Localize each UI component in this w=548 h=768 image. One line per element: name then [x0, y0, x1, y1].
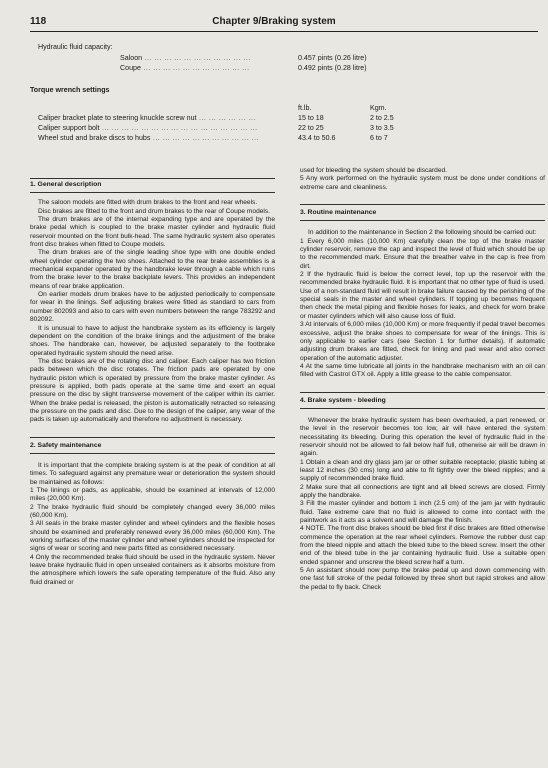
paragraph: 2 If the hydraulic fluid is below the correct level, top up the reservoir with the recommended brake hydraulic fluid. It is important that no other type of fluid is used. Use of a non-standard fluid will result in brake failure caused by the perishing of the special seals in the master and wheel cylinders. If topping up becomes frequent then check the metal piping and flexible hoses for leaks, and check for worn brake or master cylinders which will also cause loss of fluid. — [300, 271, 545, 320]
torque-kgm: 6 to 7 — [370, 134, 388, 142]
torque-col-kgm: Kgm. — [370, 104, 387, 112]
torque-ftlb: 15 to 18 — [298, 114, 324, 122]
paragraph: 3 At intervals of 6,000 miles (10,000 Km) or more frequently if pedal travel becomes excessive, adjust the brake shoes to compensate for wear of the linings. This is only applicable to earlier cars (see Section 1 for further details). If automatic adjusting drum brakes are fitted, check for lining and pad wear and also correct operation of the automatic adjuster. — [300, 321, 545, 362]
paragraph: 2 Make sure that all connections are tight and all bleed screws are closed. Firmly apply the handbrake. — [300, 483, 545, 499]
paragraph: It is important that the complete braking system is at the peak of condition at all times. To safeguard against any premature wear or deterioration the system should be maintained as follows: — [30, 461, 275, 486]
paragraph: 4 NOTE. The front disc brakes should be bled first if disc brakes are fitted otherwise commence the operation at the rear wheel cylinders. Remove the rubber dust cap from the bleed nipple and attach the bleed tube to the bleed screw. Insert the other end of the bleed tube in the jar containing hydraulic fluid. Use a suitable open ended spanner and unscrew the bleed screw half a turn. — [300, 525, 545, 566]
fluid-label: Coupe — [120, 64, 141, 72]
left-column — [30, 178, 275, 587]
torque-ftlb: 22 to 25 — [298, 124, 324, 132]
paragraph: Disc brakes are fitted to the front and drum brakes to the rear of Coupe models. — [38, 207, 270, 215]
paragraph: used for bleeding the system should be discarded. — [300, 167, 447, 174]
fluid-value-saloon: 0.457 pints (0.26 litre) — [298, 54, 367, 62]
paragraph: The disc brakes are of the rotating disc and caliper. Each caliper has two friction pads between which the disc rotates. The friction pads are operated by one hydraulic piston which is operated by pressure from the brake master cylinder. As pressure is applied, both pads operate at the same time and exert an equal pressure on the disc by slight transverse movement of the caliper within its carrier. When the brake pedal is released, the piston is automatically retracted so releasing the pressure on the pads and disc. Due to the design of the caliper, any wear of the pads is taken up automatically and therefore no adjustment is necessary. — [30, 357, 275, 424]
fluid-row-coupe: Coupe ... ... ... ... ... ... ... ... ... ... ... — [120, 64, 250, 72]
fluid-capacity-title: Hydraulic fluid capacity: — [38, 43, 113, 51]
fluid-row-saloon: Saloon ... ... ... ... ... ... ... ... ... ... ... — [120, 54, 251, 62]
paragraph: In addition to the maintenance in Section 2 the following should be carried out: — [308, 229, 537, 237]
chapter-title: Chapter 9/Braking system — [212, 16, 336, 27]
paragraph: 4 Only the recommended brake fluid should be used in the hydraulic system. Never leave brake hydraulic fluid in open unsealed containers as it absorbs moisture from the atmosphere which lowers the safe operating temperature of the fluid. Also any fluid drained or — [30, 553, 275, 586]
torque-col-ftlb: ft.lb. — [298, 104, 312, 112]
paragraph: 2 The brake hydraulic fluid should be completely changed every 36,000 miles (60,000 Km). — [30, 503, 275, 520]
paragraph: 5 Any work performed on the hydraulic system must be done under conditions of extreme care and cleanliness. — [300, 175, 545, 191]
section-heading-safety-maintenance: 2. Safety maintenance — [30, 437, 275, 454]
section-heading-general-description: 1. General description — [30, 178, 275, 193]
fluid-label: Saloon — [120, 54, 143, 62]
paragraph: It is unusual to have to adjust the handbrake system as its efficiency is largely dependent on the condition of the brake linings and the adjustment of the brake shoes. The handbrake can, however, be adjusted separately to the footbrake operated hydraulic system should the need arise. — [30, 324, 275, 357]
torque-title: Torque wrench settings — [30, 86, 110, 94]
paragraph: 1 Every 6,000 miles (10,000 Km) carefully clean the top of the brake master cylinder reservoir, remove the cap and inspect the level of fluid which should be up to the recommended mark. Ensure that the breather valve in the cap is free from dirt. — [300, 237, 545, 270]
paragraph: Whenever the brake hydraulic system has been overhauled, a part renewed, or the level in the reservoir becomes too low, air will have entered the system necessitating its bleeding. During this operation the level of hydraulic fluid in the reservoir should not be allowed to fall below half full, otherwise air will be drawn in again. — [300, 416, 545, 458]
paragraph: The drum brakes are of the internal expanding type and are operated by the brake pedal which is coupled to the brake master cylinder and hydraulic fluid reservoir mounted on the front bulk-head. The same hydraulic system also operates front disc brakes when fitted to Coupe models. — [30, 216, 275, 249]
right-column — [300, 167, 545, 592]
fluid-value-coupe: 0.492 pints (0.28 litre) — [298, 64, 367, 72]
paragraph: 1 The linings or pads, as applicable, should be examined at intervals of 12,000 miles (20,000 Km). — [30, 487, 275, 503]
torque-ftlb: 43.4 to 50.6 — [298, 134, 336, 142]
paragraph: 3 Fill the master cylinder and bottom 1 inch (2.5 cm) of the jam jar with hydraulic fluid. Take extreme care that no fluid is allowed to come into contact with the paintwork as it acts as a solvent and will damage the finish. — [300, 500, 545, 525]
paragraph: 3 All seals in the brake master cylinder and wheel cylinders and the flexible hoses should be examined and preferably renewed every 36,000 miles (60,000 Km). The working surfaces of the master cylinder and wheel cylinders should be inspected for signs of wear or scoring and new parts fitted as considered necessary. — [30, 520, 275, 553]
paragraph: On earlier models drum brakes have to be adjusted periodically to compensate for wear in the linings. Self adjusting brakes were fitted as standard to cars from number 802093 and also to cars with even numbers between the range 783292 and 802092. — [30, 291, 275, 324]
section-heading-routine-maintenance: 3. Routine maintenance — [300, 204, 545, 221]
section-heading-brake-bleeding: 4. Brake system - bleeding — [300, 392, 545, 409]
torque-item: Wheel stud and brake discs to hubs ... ... ... ... ... ... ... ... ... ... ... — [38, 134, 260, 142]
torque-item: Caliper support bolt ... ... ... ... ... ... ... ... ... ... ... ... ... ... ... ... — [38, 124, 258, 132]
page-number: 118 — [30, 16, 47, 27]
paragraph: 4 At the same time lubricate all joints in the handbrake mechanism with an oil can filled with Castrol GTX oil. Apply a little grease to the cable compensator. — [300, 362, 545, 379]
torque-kgm: 3 to 3.5 — [370, 124, 394, 132]
torque-kgm: 2 to 2.5 — [370, 114, 394, 122]
paragraph: The drum brakes are of the single leading shoe type with one double ended wheel cylinder operating the two shoes. Attached to the rear brake assemblies is a mechanical expander operated by the handbrake lever through a cable which runs from the brake lever to the brake backplate levers. This provides an independent means of rear brake application. — [30, 249, 275, 290]
torque-item: Caliper bracket plate to steering knuckle screw nut ... ... ... ... ... ... — [38, 114, 256, 122]
paragraph: 1 Obtain a clean and dry glass jam jar or other suitable receptacle; plastic tubing at least 12 inches (30 cms) long and able to fit tightly over the bleed nipples; and a supply of recommended brake fluid. — [300, 458, 545, 483]
header-rule — [30, 31, 538, 32]
paragraph: 5 An assistant should now pump the brake pedal up and down commencing with one fast full stroke of the pedal followed by three short but rapid strokes and allow the pedal to fly back. Check — [300, 567, 545, 591]
paragraph: The saloon models are fitted with drum brakes to the front and rear wheels. — [38, 199, 258, 207]
